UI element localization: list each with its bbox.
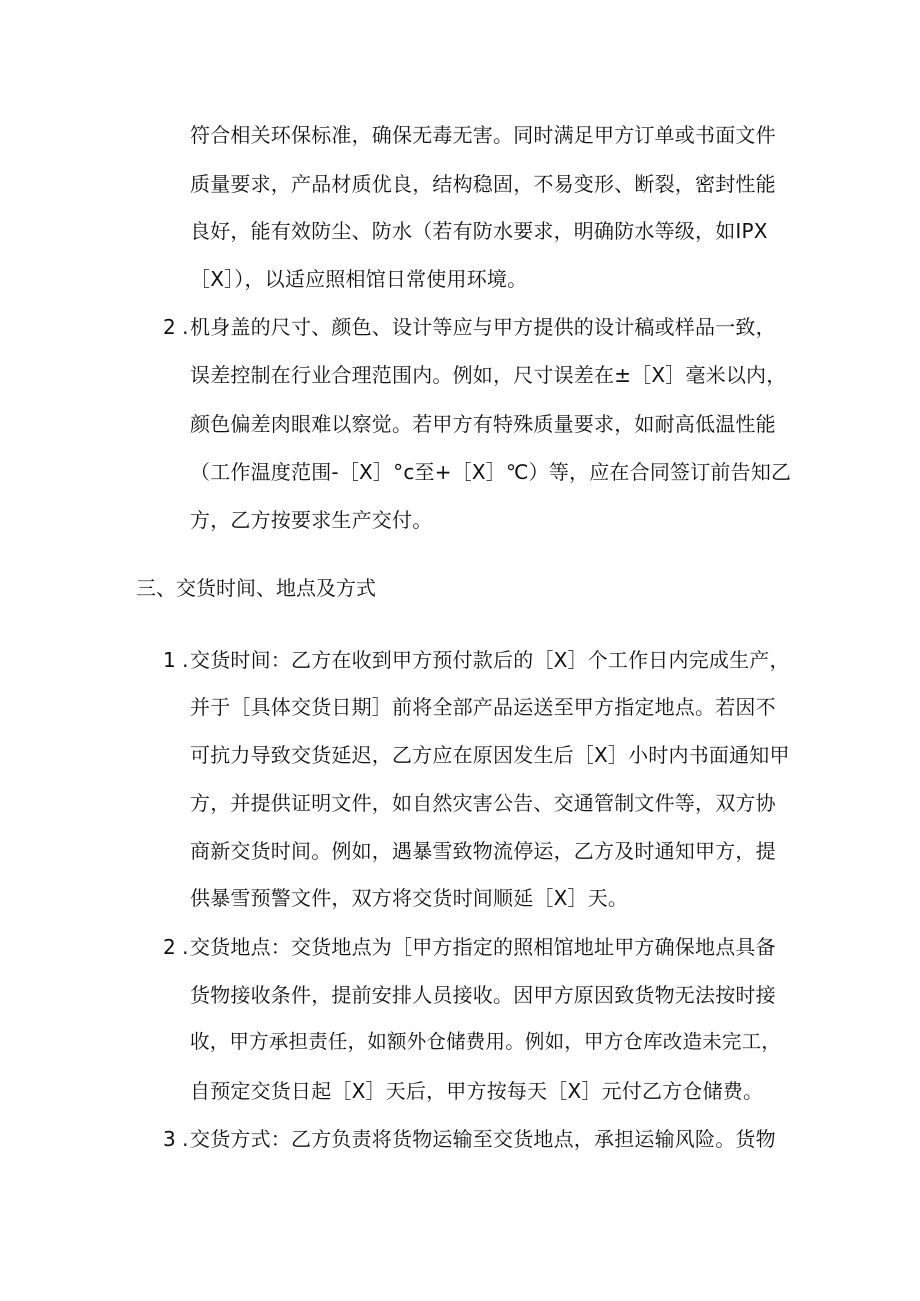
list-number: 2 .: [163, 935, 189, 959]
paragraph-line: ［X］），以适应照相馆日常使用环境。: [190, 267, 528, 291]
paragraph-line: 供暴雪预警文件，双方将交货时间顺延［X］天。: [190, 886, 629, 910]
paragraph-line: 商新交货时间。例如，遇暴雪致物流停运，乙方及时通知甲方，提: [190, 839, 776, 863]
paragraph-line: 良好，能有效防尘、防水（若有防水要求，明确防水等级，如IPX: [190, 219, 768, 243]
paragraph-line: 方，并提供证明文件，如自然灾害公告、交通管制文件等，双方协: [190, 791, 776, 815]
paragraph-line: 可抗力导致交货延迟，乙方应在原因发生后［X］小时内书面通知甲: [190, 743, 790, 767]
paragraph-line: 交货时间：乙方在收到甲方预付款后的［X］个工作日内完成生产，: [190, 648, 790, 672]
paragraph-line: 交货方式：乙方负责将货物运输至交货地点，承担运输风险。货物: [190, 1127, 776, 1151]
paragraph-line: 交货地点：交货地点为［甲方指定的照相馆地址甲方确保地点具备: [190, 935, 776, 959]
paragraph-line: 误差控制在行业合理范围内。例如，尺寸误差在±［X］毫米以内，: [190, 363, 787, 387]
paragraph-line: 机身盖的尺寸、颜色、设计等应与甲方提供的设计稿或样品一致，: [190, 315, 776, 339]
paragraph-line: 方，乙方按要求生产交付。: [190, 508, 433, 532]
paragraph-line: 自预定交货日起［X］天后，甲方按每天［X］元付乙方仓储费。: [190, 1079, 764, 1103]
paragraph-line: 货物接收条件，提前安排人员接收。因甲方原因致货物无法按时接: [190, 983, 776, 1007]
paragraph-line: （工作温度范围-［X］°c至+［X］℃）等，应在合同签订前告知乙: [190, 460, 792, 484]
paragraph-line: 并于［具体交货日期］前将全部产品运送至甲方指定地点。若因不: [190, 695, 776, 719]
section-heading: 三、交货时间、地点及方式: [136, 576, 376, 600]
list-number: 1 .: [163, 648, 189, 672]
list-number: 3 .: [163, 1127, 189, 1151]
list-number: 2 .: [163, 315, 189, 339]
paragraph-line: 符合相关环保标准，确保无毒无害。同时满足甲方订单或书面文件: [190, 123, 776, 147]
paragraph-line: 颜色偏差肉眼难以察觉。若甲方有特殊质量要求，如耐高低温性能: [190, 412, 776, 436]
paragraph-line: 收，甲方承担责任，如额外仓储费用。例如，甲方仓库改造未完工，: [190, 1030, 782, 1053]
paragraph-line: 质量要求，产品材质优良，结构稳固，不易变形、断裂，密封性能: [190, 172, 776, 196]
